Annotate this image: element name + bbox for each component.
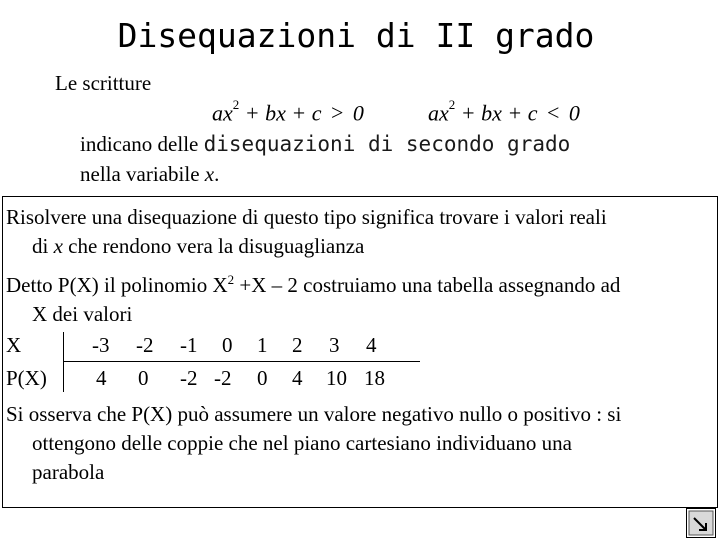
table-cell: -3 <box>92 333 110 357</box>
table-cell: 0 <box>257 366 268 390</box>
table-cell: -1 <box>180 333 198 357</box>
inequality-less: $ax^2$ + bx + c < 0 <box>428 97 580 126</box>
table-cell: 10 <box>326 366 347 390</box>
table-cell: -2 <box>180 366 198 390</box>
paragraph-polynomial: Detto P(X) il polinomio $X^2 +X - 2$ costruiamo una tabella assegnando ad X dei valori <box>6 272 621 326</box>
table-cell: 4 <box>292 366 303 390</box>
table-cell: 0 <box>138 366 149 390</box>
definition-line: indicano delle disequazioni di secondo grado <box>80 132 571 156</box>
paragraph-observation: Si osserva che P(X) può assumere un valore negativo nullo o positivo : si ottengono delle coppie che nel piano cartesiano individuano una parabola <box>6 402 622 484</box>
return-button[interactable] <box>686 508 716 538</box>
variable-line: nella variabile x. <box>80 162 220 186</box>
inequality-greater: $ax^2$ + bx + c > 0 <box>212 97 364 126</box>
row-label-px: P(X) <box>6 366 47 390</box>
table-cell: -2 <box>214 366 232 390</box>
table-cell: 18 <box>364 366 385 390</box>
table-cell: 1 <box>257 333 268 357</box>
return-arrow-icon <box>687 509 715 537</box>
page-title: Disequazioni di II grado <box>117 16 595 55</box>
table-cell: 0 <box>222 333 233 357</box>
table-cell: 2 <box>292 333 303 357</box>
paragraph-solve: Risolvere una disequazione di questo tipo significa trovare i valori reali di x che rendono vera la disuguaglianza <box>6 205 607 258</box>
intro-text: Le scritture <box>55 71 152 95</box>
table-cell: 4 <box>366 333 377 357</box>
table-cell: -2 <box>136 333 154 357</box>
table-cell: 4 <box>96 366 107 390</box>
row-label-x: X <box>6 333 22 357</box>
table-vertical-divider <box>63 332 64 392</box>
table-horizontal-divider <box>64 361 420 362</box>
table-cell: 3 <box>329 333 340 357</box>
highlight-term: disequazioni di secondo grado <box>203 132 571 156</box>
